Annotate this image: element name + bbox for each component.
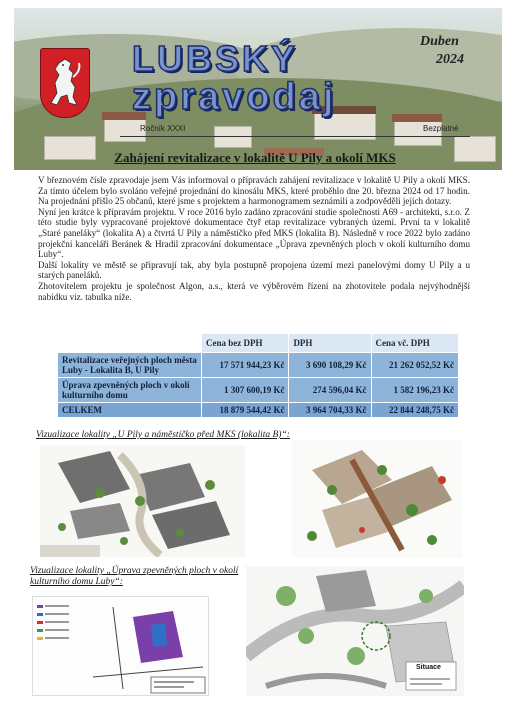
table-total-row [58,403,459,418]
site-plan-lokalita-b [40,445,245,557]
issue-year: 2024 [436,52,464,67]
issue-month: Duben [420,34,459,49]
article-body [38,175,470,302]
table-cell: 3 964 704,33 Kč [289,403,371,418]
table-cell: 18 879 544,42 Kč [202,403,289,418]
article-headline: Zahájení revitalizace v lokalitě U Pily a okolí MKS [114,150,396,165]
masthead-divider [120,136,470,137]
table-header-cell: Cena bez DPH [202,334,289,353]
table-header-cell [58,334,202,353]
table-header-cell: DPH [289,334,371,353]
situation-plan-kulturni-dum [246,566,464,696]
table-cell: 1 307 600,19 Kč [202,378,289,403]
table-header-cell: Cena vč. DPH [371,334,458,353]
cost-table [57,333,459,418]
table-row [58,378,459,403]
table-row [58,353,459,378]
paragraph: V březnovém čísle zpravodaje jsem Vás informoval o přípravách zahájení revitalizace v lokalitě U Pily a okolí MKS. Za tímto účelem bylo svoláno veřejné projednání do kinosálu MKS, které proběhlo dne 20. března 2024 od 17 hodin. Na projednání přišlo 25 občanů, které jsme s projektem a harmonogramem seznámili a zodpověděli jejich dotazy. [38,175,470,207]
masthead-aerial-photo [14,8,502,170]
caption-lokalita-b: Vizualizace lokality „U Pily a náměstíčko před MKS (lokalita B)“: [36,430,290,440]
table-cell: 274 596,04 Kč [289,378,371,403]
table-cell-label: CELKEM [58,403,202,418]
table-cell: 17 571 944,23 Kč [202,353,289,378]
lion-rampant-crest-icon [40,48,90,118]
masthead-title-line2: zpravodaj [132,76,337,118]
volume-label: Ročník XXXI [140,124,186,133]
paragraph: Zhotovitelem projektu je společnost Algon, a.s., která ve výběrovém řízení na zhotovitele podala nejvýhodnější nabídku viz. tabulka níže. [38,280,470,302]
caption-kulturni-dum: Vizualizace lokality „Úprava zpevněných ploch v okolí kulturního domu Luby“: [30,566,239,587]
plan-kulturni-dum-legend [32,596,209,696]
table-cell: 3 690 108,29 Kč [289,353,371,378]
table-header-row [58,334,459,353]
table-cell: 21 262 052,52 Kč [371,353,458,378]
paragraph: Další lokality ve městě se připravují tak, aby byla postupně propojena území mezi panelovými domy U Pily a u starých paneláků. [38,259,470,281]
price-label: Bezplatné [423,124,459,133]
visualization-3d-lokalita-b [292,440,462,558]
table-cell: 22 844 248,75 Kč [371,403,458,418]
table-cell-label: Úprava zpevněných ploch v okolí kulturního domu [58,378,202,403]
table-cell: 1 582 196,23 Kč [371,378,458,403]
table-cell-label: Revitalizace veřejných ploch města Luby - Lokalita B, U Pily [58,353,202,378]
situace-label: Situace [416,664,441,671]
paragraph: Nyní jen krátce k přípravám projektu. V roce 2016 bylo zadáno zpracování studie společnosti A69 - architekti, s.r.o. Z této studie byly vypracované projektové dokumentace čtyř etap revitalizace vybraných území. První ta v lokalitě „Staré paneláky“ (lokalita A) a čtvrtá U Pily a náměstíčko před MKS (lokalita B). Následně v roce 2022 bylo zadáno projekční kanceláři Beránek & Hradil zpracování dokumentace „Úprava zpevněných ploch v okolí kulturního domu Luby“. [38,206,470,260]
masthead-title-line1: LUBSKÝ [132,38,299,79]
